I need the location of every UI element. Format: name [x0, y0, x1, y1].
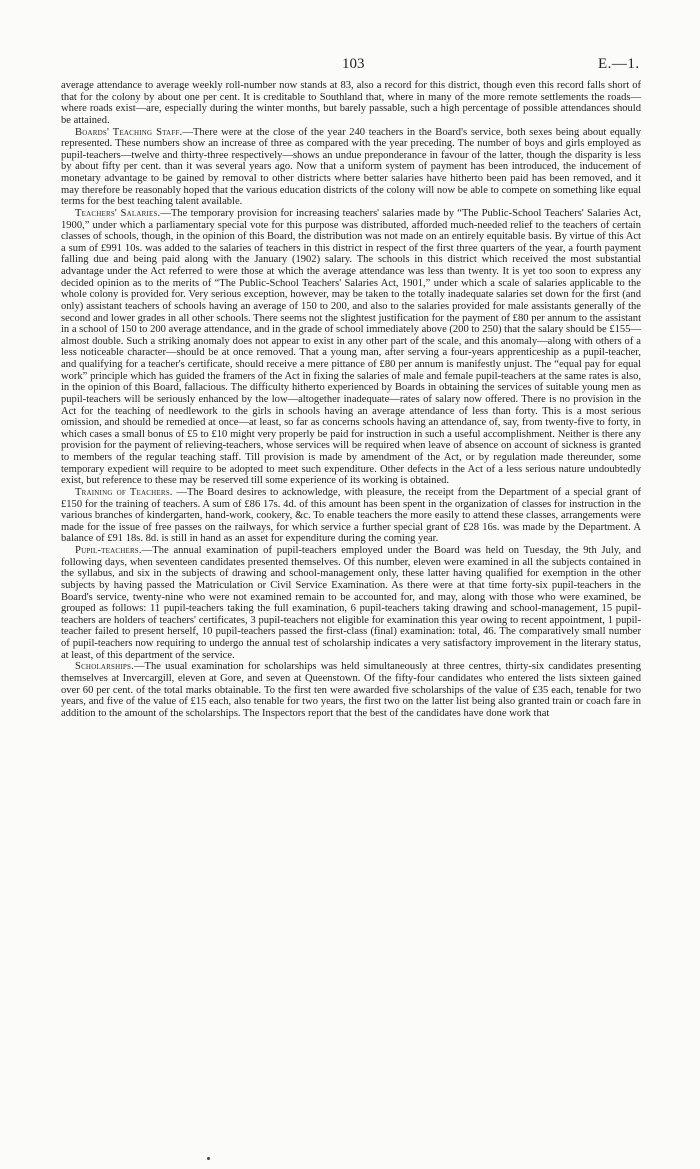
paragraph-pupil-teachers	[61, 545, 641, 661]
paragraph-training-of-teachers	[61, 487, 641, 545]
paragraph-teaching-staff	[61, 127, 641, 208]
paragraph-scholarships	[61, 661, 641, 719]
paragraph-text: —The temporary provision for increasing teachers' salaries made by “The Public-School Teachers' Salaries Act, 1900,” under which a parliamentary special vote for this purpose was distributed, afforded much-needed relief to the teachers of certain classes of schools, though, in the opinion of this Board, the distribution was not made on an entirely equitable basis. By virtue of this Act a sum of £991 10s. was added to the salaries of teachers in this district in respect of the first three quarters of the year, a fourth payment falling due and being paid along with the January (1902) salary. The schools in this district which received the most substantial advantage under the Act referred to were those at which the average attendance was less than twenty. It is yet too soon to express any decided opinion as to the merits of “The Public-School Teachers' Salaries Act, 1901,” under which a scale of salaries applicable to the whole colony is provided for. Very serious exception, however, may be taken to the totally inadequate salaries set down for the first (and only) assistant teachers of schools having an average of 150 to 200, and also to the salaries provided for male assistants generally of the second and lower grades in all other schools. There seems not the slightest justification for the payment of £80 per annum to the assistant in a school of 150 to 200 average attendance, and in the grade of school immediately above (200 to 250) that the salary should be £155—almost double. Such a striking anomaly does not appear to exist in any other part of the scale, and this anomaly—along with others of a less noticeable character—should be at once removed. That a young man, after serving a four-years apprenticeship as a pupil-teacher, and qualifying for a teacher's certificate, should receive a mere pittance of £80 per annum is manifestly unjust. The “equal pay for equal work” principle which has guided the framers of the Act in fixing the salaries of male and female pupil-teachers at the same rates is also, in the opinion of this Board, fallacious. The difficulty hitherto experienced by Boards in obtaining the services of suitable young men as pupil-teachers will be seriously enhanced by the low—altogether inadequate—rates of salary now offered. There is no provision in the Act for the teaching of needlework to the girls in schools having an average attendance of less than forty. This is a most serious omission, and should be remedied at once—at least, so far as concerns schools having an attendance of, say, from twenty-five to forty, in which cases a small bonus of £5 to £10 might very properly be paid for instruction in such a useful accomplishment. Neither is there any provision for the payment of relieving-teachers, whose services will be required when leave of absence on account of sickness is granted to members of the regular teaching staff. Till provision is made by amendment of the Act, or by regulation made thereunder, some temporary expedient will require to be adopted to meet such expenditure. Other defects in the Act of a less serious nature undoubtedly exist, but reference to these may be reserved till some experience of its working is obtained.	[61, 207, 641, 487]
section-heading: Teachers' Salaries.	[75, 207, 161, 219]
section-heading: Boards' Teaching Staff.	[75, 126, 183, 138]
paragraph-text: —The annual examination of pupil-teachers employed under the Board was held on Tuesday, the 9th July, and following days, when seventeen candidates presented themselves. Of this number, eleven were examined in all the subjects contained in the syllabus, and six in the subjects of drawing and school-management only, these latter having qualified for exemption in the other subjects by having passed the Matriculation or Civil Service Examination. As there were at that time forty-six pupil-teachers in the Board's service, twenty-nine who were not examined remain to be accounted for, and may, along with those who were examined, be grouped as follows: 11 pupil-teachers taking the full examination, 6 pupil-teachers taking drawing and school-management, 15 pupil-teachers are holders of teachers' certificates, 3 pupil-teachers not eligible for examination this year owing to recent appointment, 1 pupil-teacher failed to present herself, 10 pupil-teachers passed the first-class (final) examination: total, 46. The comparatively small number of pupil-teachers now requiring to undergo the annual test of scholarship indicates a very satisfactory improvement in the literary status, at least, of this department of the service.	[61, 545, 641, 661]
paragraph-text: —There were at the close of the year 240 teachers in the Board's service, both sexes being about equally represented. These numbers show an increase of three as compared with the year preceding. The number of boys and girls employed as pupil-teachers—twelve and thirty-three respectively—shows an undue preponderance in favour of the latter, though the disparity is less by about fifty per cent. than it was several years ago. Now that a uniform system of payment has been introduced, the inducement of monetary advantage to be gained by removal to other districts where better salaries have hitherto been paid has been removed, and it may therefore be reasonably hoped that the various education districts of the colony will now be able to compete on something like equal terms for the best teaching talent available.	[61, 126, 642, 208]
section-heading: Pupil-teachers.	[75, 545, 142, 556]
series-reference: E.—1.	[598, 56, 640, 72]
body-text	[61, 80, 641, 719]
page-speck	[207, 1157, 210, 1160]
paragraph-text: —The usual examination for scholarships was held simultaneously at three centres, thirty-six candidates presenting themselves at Invercargill, eleven at Gore, and seven at Queenstown. Of the fifty-four candidates who entered the lists sixteen gained over 60 per cent. of the total marks obtainable. To the first ten were awarded five scholarships of the value of £35 each, tenable for two years, and five of the value of £15 each, also tenable for two years, the first two on the latter list being also granted train or coach fare in addition to the amount of the scholarships. The Inspectors report that the best of the candidates have done work that	[61, 661, 641, 719]
page-header	[0, 56, 700, 76]
paragraph-teachers-salaries	[61, 208, 641, 487]
paragraph-text: —The Board desires to acknowledge, with pleasure, the receipt from the Department of a special grant of £150 for the training of teachers. A sum of £86 17s. 4d. of this amount has been spent in the organization of classes for instruction in the various branches of kindergarten, hand-work, cookery, &c. To enable teachers the more easily to attend these classes, arrangements were made for the issue of free passes on the railways, for which service a further special grant of £28 16s. was made by the Department. A balance of £91 18s. 8d. is still in hand as an asset for expenditure during the coming year.	[61, 486, 641, 545]
page-number: 103	[342, 56, 365, 72]
paragraph-attendance	[61, 80, 641, 127]
paragraph-text: average attendance to average weekly roll-number now stands at 83, also a record for this district, though even this record falls short of that for the colony by about one per cent. It is creditable to Southland that, where in many of the more remote settlements the roads—where roads exist—are, especially during the winter months, but barely passable, such a high percentage of possible attendances should be attained.	[61, 80, 641, 126]
section-heading: Scholarships.	[75, 661, 134, 673]
section-heading: Training of Teachers.	[75, 486, 173, 498]
